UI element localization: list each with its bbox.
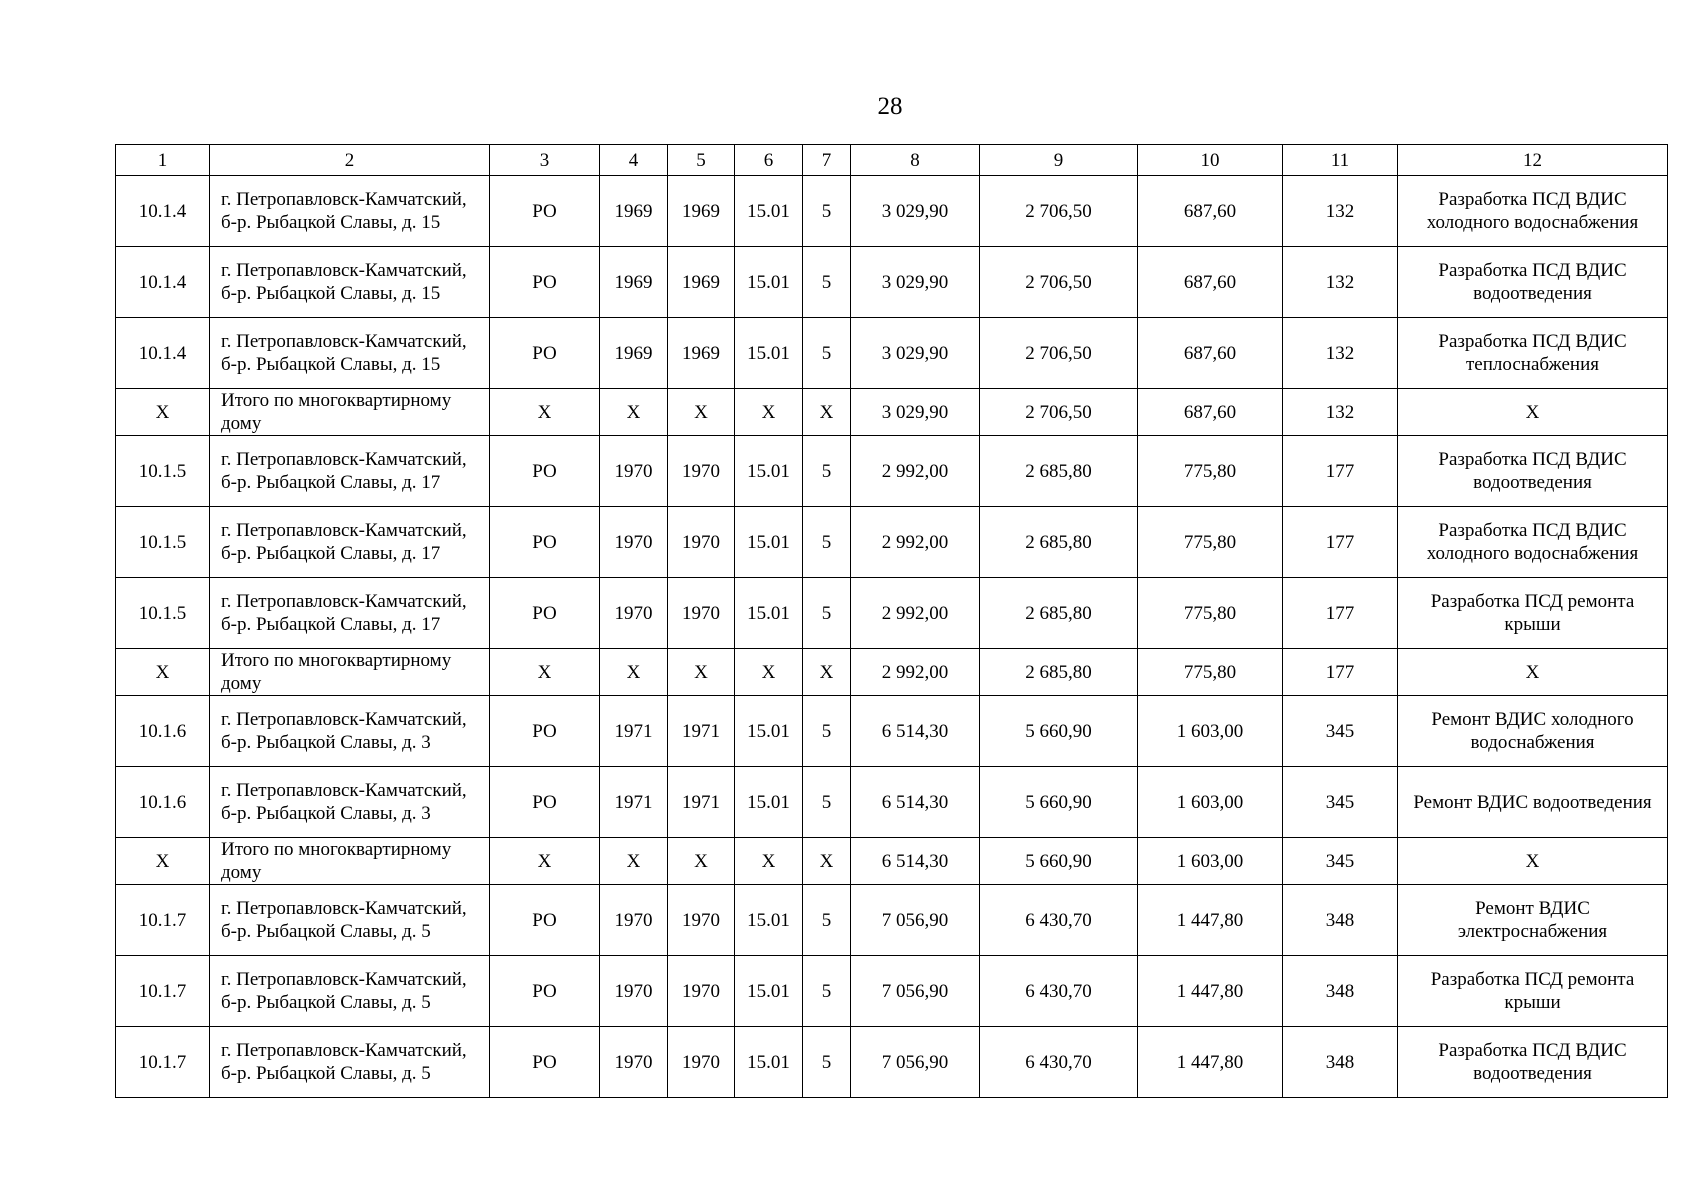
table-cell: РО <box>490 507 600 578</box>
table-cell: 5 <box>803 885 851 956</box>
table-cell: Разработка ПСД ВДИС холодного водоснабжения <box>1398 176 1668 247</box>
table-cell: 687,60 <box>1138 176 1283 247</box>
table-cell: 6 430,70 <box>980 885 1138 956</box>
table-cell: 15.01 <box>735 507 803 578</box>
table-cell: Итого по многоквартирному дому <box>210 389 490 436</box>
table-cell: Х <box>490 649 600 696</box>
table-cell: 132 <box>1283 389 1398 436</box>
table-cell: 3 029,90 <box>851 247 980 318</box>
table-cell: Разработка ПСД ВДИС водоотведения <box>1398 1027 1668 1098</box>
table-cell: 1969 <box>600 176 668 247</box>
table-cell: РО <box>490 1027 600 1098</box>
table-cell: 15.01 <box>735 176 803 247</box>
table-row <box>116 318 1668 389</box>
table-cell: 2 706,50 <box>980 389 1138 436</box>
column-header: 12 <box>1398 145 1668 176</box>
table-cell: Х <box>600 649 668 696</box>
table-cell: 15.01 <box>735 318 803 389</box>
table-cell: 7 056,90 <box>851 885 980 956</box>
table-cell: 10.1.7 <box>116 885 210 956</box>
table-header-row <box>116 145 1668 176</box>
table-cell: 10.1.7 <box>116 1027 210 1098</box>
table-cell: 177 <box>1283 649 1398 696</box>
table-cell: 1970 <box>600 436 668 507</box>
table-cell: Х <box>735 838 803 885</box>
table-row <box>116 436 1668 507</box>
table-cell: РО <box>490 696 600 767</box>
table-cell: 3 029,90 <box>851 389 980 436</box>
table-row <box>116 767 1668 838</box>
table-cell: Х <box>668 389 735 436</box>
table-cell: 2 992,00 <box>851 507 980 578</box>
table-cell: 5 <box>803 176 851 247</box>
table-cell: Х <box>803 838 851 885</box>
table-cell: Х <box>490 838 600 885</box>
table-cell: 1970 <box>600 1027 668 1098</box>
table-cell: 1970 <box>668 436 735 507</box>
table-cell: 10.1.4 <box>116 318 210 389</box>
table-cell: 3 029,90 <box>851 318 980 389</box>
table-cell: 10.1.4 <box>116 247 210 318</box>
table-cell: Х <box>735 649 803 696</box>
table-cell: г. Петропавловск-Камчатский, б-р. Рыбацкой Славы, д. 15 <box>210 176 490 247</box>
table-cell: 345 <box>1283 767 1398 838</box>
table-cell: Х <box>668 649 735 696</box>
table-cell: 10.1.5 <box>116 436 210 507</box>
table-cell: 15.01 <box>735 885 803 956</box>
table-cell: 5 660,90 <box>980 696 1138 767</box>
table-cell: 1 447,80 <box>1138 1027 1283 1098</box>
table-cell: 5 <box>803 956 851 1027</box>
column-header: 8 <box>851 145 980 176</box>
table-cell: 1970 <box>668 578 735 649</box>
table-row <box>116 956 1668 1027</box>
table-cell: Х <box>490 389 600 436</box>
table-cell: 687,60 <box>1138 389 1283 436</box>
table-cell: 1 603,00 <box>1138 838 1283 885</box>
table-cell: Итого по многоквартирному дому <box>210 649 490 696</box>
table-cell: 775,80 <box>1138 507 1283 578</box>
table-cell: 775,80 <box>1138 649 1283 696</box>
table-cell: 2 992,00 <box>851 436 980 507</box>
table-body <box>116 145 1668 1098</box>
column-header: 1 <box>116 145 210 176</box>
table-cell: 10.1.6 <box>116 767 210 838</box>
table-cell: 5 660,90 <box>980 838 1138 885</box>
table-cell: Разработка ПСД ВДИС теплоснабжения <box>1398 318 1668 389</box>
table-cell: 132 <box>1283 318 1398 389</box>
table-cell: 687,60 <box>1138 247 1283 318</box>
table-cell: Х <box>116 389 210 436</box>
table-cell: 1971 <box>668 696 735 767</box>
table-cell: 6 514,30 <box>851 838 980 885</box>
table-cell: Х <box>116 649 210 696</box>
table-cell: 2 992,00 <box>851 649 980 696</box>
table-cell: 15.01 <box>735 247 803 318</box>
table-cell: РО <box>490 436 600 507</box>
table-cell: 1 447,80 <box>1138 885 1283 956</box>
table-cell: 15.01 <box>735 767 803 838</box>
table-cell: 7 056,90 <box>851 1027 980 1098</box>
table-row <box>116 696 1668 767</box>
table-cell: РО <box>490 885 600 956</box>
table-cell: 1969 <box>668 247 735 318</box>
table-cell: 348 <box>1283 956 1398 1027</box>
table-cell: 15.01 <box>735 696 803 767</box>
column-header: 4 <box>600 145 668 176</box>
table-cell: 1971 <box>600 696 668 767</box>
total-row <box>116 838 1668 885</box>
table-cell: 1971 <box>600 767 668 838</box>
table-cell: г. Петропавловск-Камчатский, б-р. Рыбацкой Славы, д. 17 <box>210 578 490 649</box>
table-cell: 5 <box>803 578 851 649</box>
table-cell: Х <box>1398 649 1668 696</box>
table-cell: 6 430,70 <box>980 1027 1138 1098</box>
table-cell: 3 029,90 <box>851 176 980 247</box>
table-cell: 6 430,70 <box>980 956 1138 1027</box>
table-cell: 1969 <box>668 318 735 389</box>
total-row <box>116 389 1668 436</box>
table-cell: Х <box>735 389 803 436</box>
table-cell: 345 <box>1283 696 1398 767</box>
table-cell: г. Петропавловск-Камчатский, б-р. Рыбацкой Славы, д. 15 <box>210 247 490 318</box>
data-table <box>115 144 1668 1098</box>
table-cell: 1970 <box>600 885 668 956</box>
table-cell: РО <box>490 247 600 318</box>
table-cell: 10.1.6 <box>116 696 210 767</box>
table-cell: 5 <box>803 1027 851 1098</box>
table-cell: 1970 <box>600 578 668 649</box>
table-cell: РО <box>490 767 600 838</box>
table-cell: 687,60 <box>1138 318 1283 389</box>
table-cell: г. Петропавловск-Камчатский, б-р. Рыбацкой Славы, д. 3 <box>210 767 490 838</box>
table-cell: 1970 <box>600 956 668 1027</box>
table-cell: 1 603,00 <box>1138 696 1283 767</box>
table-cell: 10.1.7 <box>116 956 210 1027</box>
table-cell: РО <box>490 578 600 649</box>
column-header: 9 <box>980 145 1138 176</box>
table-cell: 775,80 <box>1138 436 1283 507</box>
table-cell: г. Петропавловск-Камчатский, б-р. Рыбацкой Славы, д. 5 <box>210 956 490 1027</box>
table-cell: Х <box>803 389 851 436</box>
table-cell: Х <box>600 838 668 885</box>
table-cell: 2 685,80 <box>980 578 1138 649</box>
table-row <box>116 578 1668 649</box>
table-cell: 15.01 <box>735 436 803 507</box>
table-cell: 1 447,80 <box>1138 956 1283 1027</box>
table-cell: Х <box>1398 838 1668 885</box>
table-cell: 1969 <box>600 318 668 389</box>
table-cell: 2 992,00 <box>851 578 980 649</box>
table-cell: 5 <box>803 507 851 578</box>
table-cell: 15.01 <box>735 1027 803 1098</box>
table-cell: 132 <box>1283 176 1398 247</box>
table-cell: 7 056,90 <box>851 956 980 1027</box>
column-header: 7 <box>803 145 851 176</box>
page-number: 28 <box>877 93 903 120</box>
table-cell: 177 <box>1283 578 1398 649</box>
table-row <box>116 247 1668 318</box>
column-header: 6 <box>735 145 803 176</box>
table-cell: г. Петропавловск-Камчатский, б-р. Рыбацкой Славы, д. 3 <box>210 696 490 767</box>
table-cell: 1970 <box>668 885 735 956</box>
table-cell: 2 685,80 <box>980 436 1138 507</box>
table-cell: 345 <box>1283 838 1398 885</box>
table-cell: 15.01 <box>735 956 803 1027</box>
table-cell: 5 <box>803 318 851 389</box>
table-cell: Разработка ПСД ремонта крыши <box>1398 578 1668 649</box>
table-cell: РО <box>490 176 600 247</box>
table-cell: Ремонт ВДИС водоотведения <box>1398 767 1668 838</box>
table-cell: РО <box>490 956 600 1027</box>
table-cell: 348 <box>1283 1027 1398 1098</box>
table-cell: Ремонт ВДИС электроснабжения <box>1398 885 1668 956</box>
table-cell: Разработка ПСД ВДИС холодного водоснабжения <box>1398 507 1668 578</box>
table-cell: 6 514,30 <box>851 696 980 767</box>
table-cell: Ремонт ВДИС холодного водоснабжения <box>1398 696 1668 767</box>
column-header: 11 <box>1283 145 1398 176</box>
table-cell: 10.1.4 <box>116 176 210 247</box>
table-cell: 2 706,50 <box>980 176 1138 247</box>
table-cell: Х <box>600 389 668 436</box>
table-cell: 132 <box>1283 247 1398 318</box>
table-cell: Х <box>668 838 735 885</box>
table-cell: 5 <box>803 247 851 318</box>
column-header: 10 <box>1138 145 1283 176</box>
table-cell: 2 706,50 <box>980 318 1138 389</box>
table-row <box>116 507 1668 578</box>
table-cell: 1969 <box>600 247 668 318</box>
table-cell: РО <box>490 318 600 389</box>
table-cell: Х <box>116 838 210 885</box>
column-header: 5 <box>668 145 735 176</box>
table-cell: 177 <box>1283 507 1398 578</box>
column-header: 3 <box>490 145 600 176</box>
table-cell: 2 685,80 <box>980 507 1138 578</box>
table-cell: 2 685,80 <box>980 649 1138 696</box>
table-row <box>116 176 1668 247</box>
total-row <box>116 649 1668 696</box>
table-cell: 1 603,00 <box>1138 767 1283 838</box>
table-cell: Х <box>1398 389 1668 436</box>
column-header: 2 <box>210 145 490 176</box>
table-cell: 5 <box>803 696 851 767</box>
table-cell: 6 514,30 <box>851 767 980 838</box>
table-cell: Х <box>803 649 851 696</box>
table-cell: 15.01 <box>735 578 803 649</box>
table-cell: 10.1.5 <box>116 578 210 649</box>
table-cell: 1970 <box>668 956 735 1027</box>
table-cell: 775,80 <box>1138 578 1283 649</box>
table-cell: 5 <box>803 436 851 507</box>
table-cell: 177 <box>1283 436 1398 507</box>
table-cell: 348 <box>1283 885 1398 956</box>
table-cell: 1969 <box>668 176 735 247</box>
table-cell: 2 706,50 <box>980 247 1138 318</box>
table-cell: 1970 <box>600 507 668 578</box>
table-cell: 1971 <box>668 767 735 838</box>
table-cell: г. Петропавловск-Камчатский, б-р. Рыбацкой Славы, д. 5 <box>210 885 490 956</box>
table-cell: 1970 <box>668 507 735 578</box>
table-cell: 10.1.5 <box>116 507 210 578</box>
table-cell: 1970 <box>668 1027 735 1098</box>
table-cell: Итого по многоквартирному дому <box>210 838 490 885</box>
table-cell: Разработка ПСД ремонта крыши <box>1398 956 1668 1027</box>
table-cell: Разработка ПСД ВДИС водоотведения <box>1398 247 1668 318</box>
table-cell: г. Петропавловск-Камчатский, б-р. Рыбацкой Славы, д. 15 <box>210 318 490 389</box>
table-cell: Разработка ПСД ВДИС водоотведения <box>1398 436 1668 507</box>
table-cell: г. Петропавловск-Камчатский, б-р. Рыбацкой Славы, д. 17 <box>210 436 490 507</box>
table-cell: 5 660,90 <box>980 767 1138 838</box>
table-cell: г. Петропавловск-Камчатский, б-р. Рыбацкой Славы, д. 5 <box>210 1027 490 1098</box>
table-row <box>116 885 1668 956</box>
table-row <box>116 1027 1668 1098</box>
table-cell: 5 <box>803 767 851 838</box>
table-cell: г. Петропавловск-Камчатский, б-р. Рыбацкой Славы, д. 17 <box>210 507 490 578</box>
